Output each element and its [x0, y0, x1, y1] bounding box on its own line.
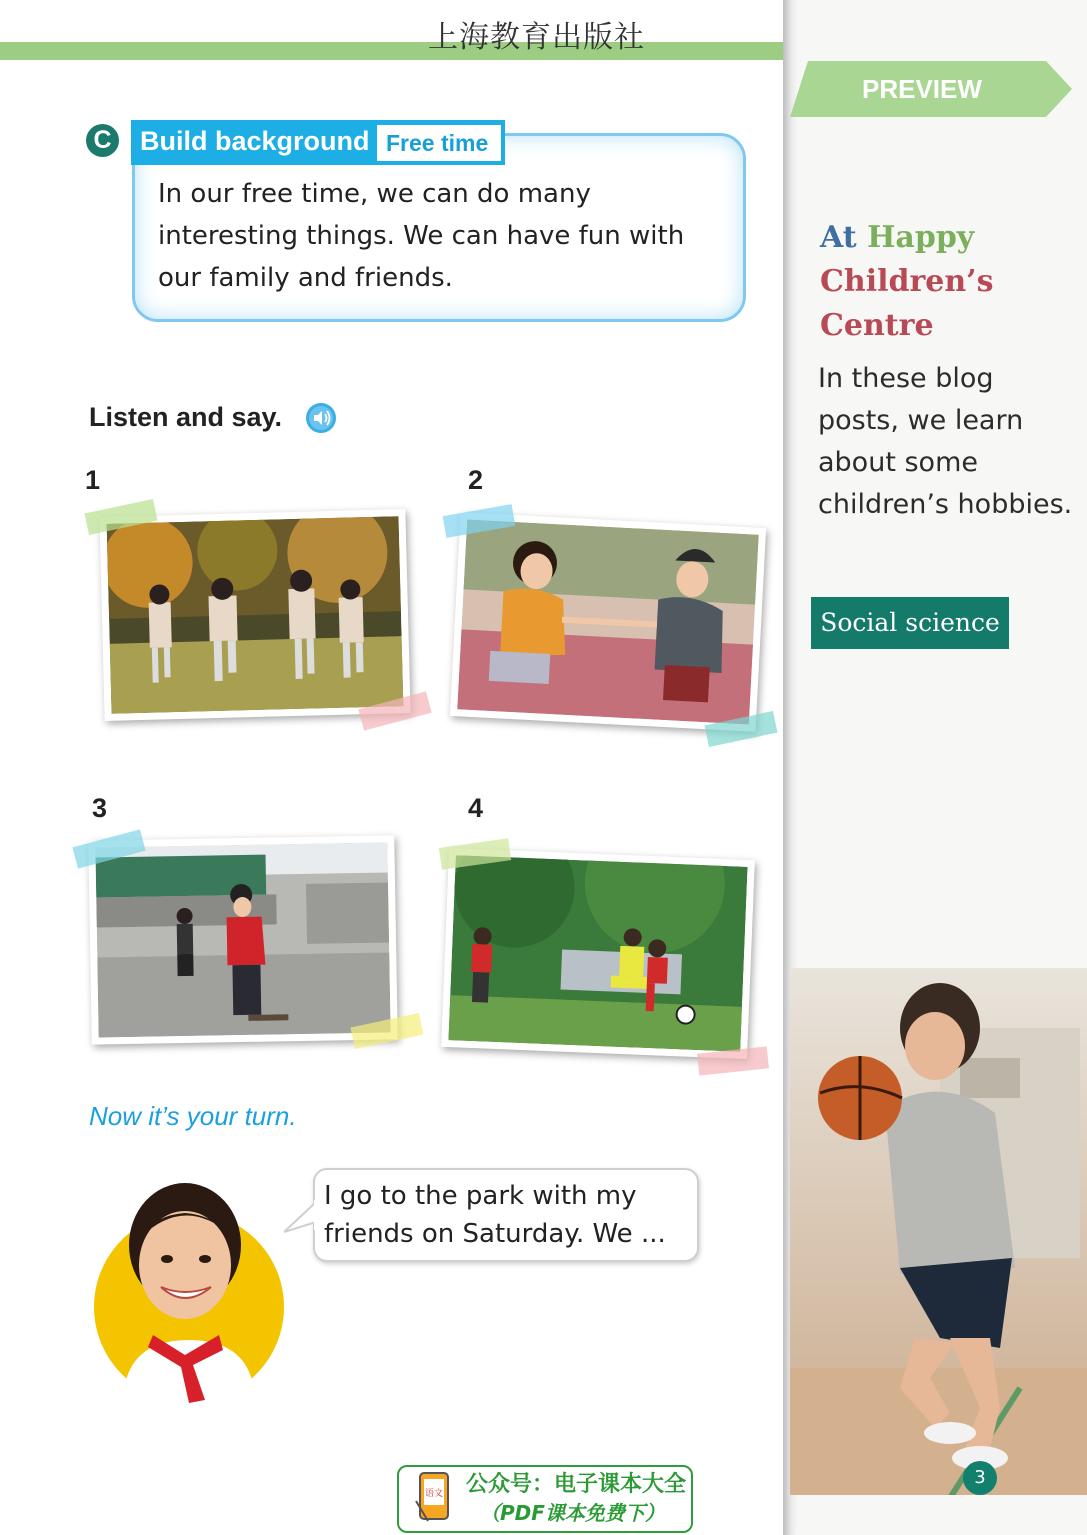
- watermark-line-2: （PDF课本免费下）: [480, 1501, 665, 1525]
- blog-title-word-3: Children’s Centre: [820, 264, 994, 343]
- preview-label: PREVIEW: [862, 74, 982, 104]
- speech-bubble-tail: [284, 1200, 318, 1236]
- section-title: Build background: [140, 126, 370, 156]
- girl-avatar: [93, 1175, 288, 1405]
- photo-kids-skateboarding: [88, 835, 398, 1044]
- background-text: In our free time, we can do many interesting things. We can have fun with our family and friends.: [158, 179, 685, 293]
- photo-kids-playing-soccer: [441, 848, 755, 1059]
- publisher-name: 上海教育出版社: [428, 20, 645, 55]
- audio-speaker-icon[interactable]: [306, 403, 336, 433]
- book-phone-icon: [414, 1471, 454, 1525]
- header-bar: [0, 42, 815, 60]
- photo-number-4: 4: [468, 793, 484, 823]
- photo-kids-crouching: [450, 512, 766, 732]
- speech-text: I go to the park with my friends on Saturday. We ...: [324, 1181, 666, 1249]
- listen-heading: Listen and say.: [89, 402, 283, 432]
- blog-title: [820, 216, 1080, 348]
- page-number: 3: [963, 1461, 997, 1495]
- your-turn-prompt: Now it’s your turn.: [89, 1101, 297, 1131]
- photo-children-running: [99, 509, 410, 721]
- blog-title-word-2: Happy: [867, 220, 975, 255]
- section-topic: Free time: [386, 130, 489, 156]
- photo-number-1: 1: [85, 465, 101, 495]
- watermark-line-1: 公众号：电子课本大全: [466, 1472, 687, 1497]
- subject-tag: Social science: [811, 597, 1009, 649]
- basketball-boy-photo: [790, 968, 1087, 1495]
- photo-number-2: 2: [468, 465, 484, 495]
- blog-title-word-1: At: [820, 220, 857, 255]
- watermark-icon-text: 语文: [424, 1489, 444, 1499]
- blog-description: In these blog posts, we learn about some children’s hobbies.: [818, 363, 1073, 520]
- section-badge: C: [86, 124, 119, 157]
- photo-number-3: 3: [92, 793, 108, 823]
